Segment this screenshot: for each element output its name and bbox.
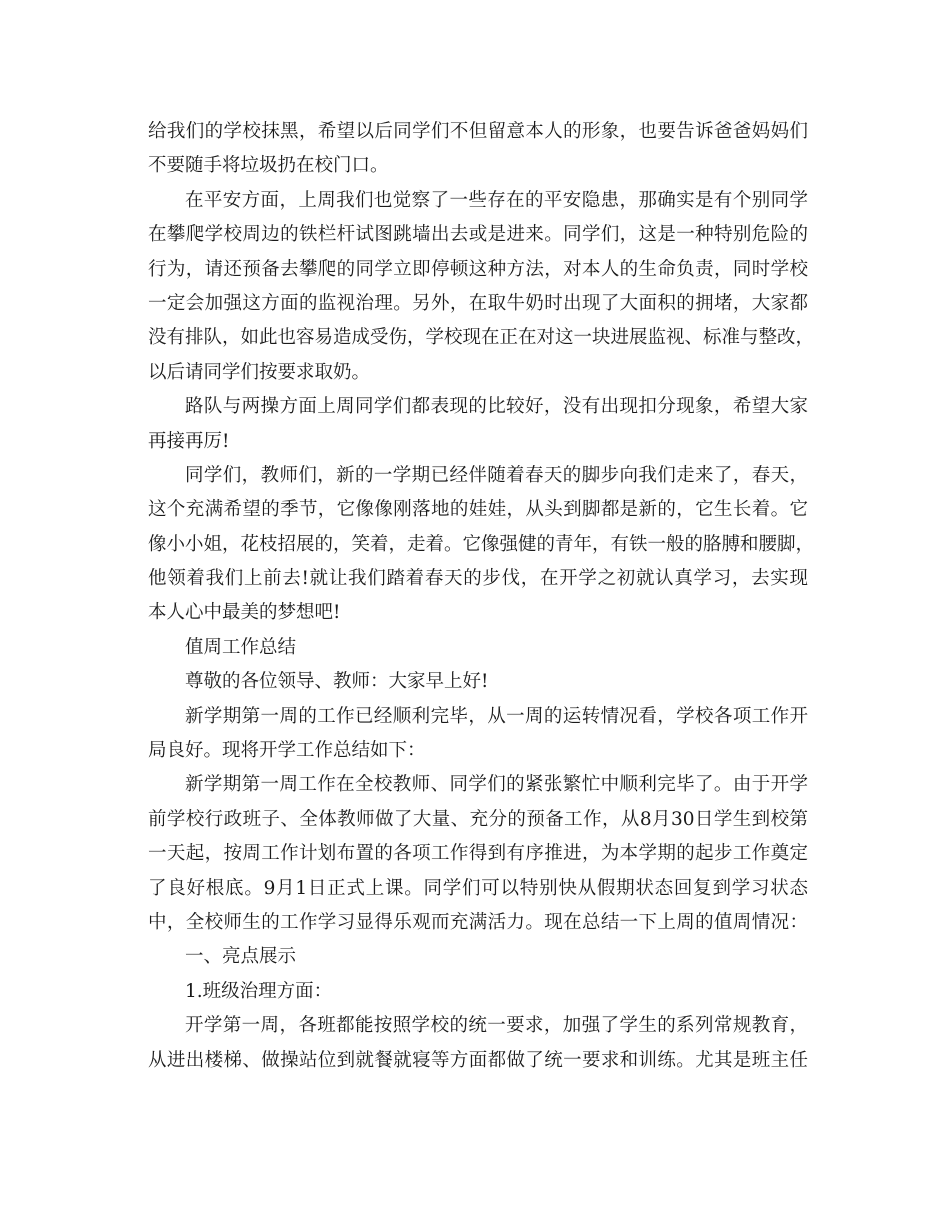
text-line: 在平安方面，上周我们也觉察了一些存在的平安隐患，那确实是有个别同学 xyxy=(185,189,808,211)
text-line: 中，全校师生的工作学习显得乐观而充满活力。现在总结一下上周的值周情况： xyxy=(148,911,808,933)
text-line: 新学期第一周的工作已经顺利完毕，从一周的运转情况看，学校各项工作开 xyxy=(185,705,808,727)
text-line: 这个充满希望的季节，它像像刚落地的娃娃，从头到脚都是新的，它生长着。它 xyxy=(148,499,808,521)
text-line: 没有排队，如此也容易造成受伤，学校现在正在对这一块进展监视、标准与整改， xyxy=(148,327,815,349)
text-line: 新学期第一周工作在全校教师、同学们的紧张繁忙中顺利完毕了。由于开学 xyxy=(185,774,808,796)
text-line: 他领着我们上前去!就让我们踏着春天的步伐，在开学之初就认真学习，去实现 xyxy=(148,568,808,590)
text-line: 在攀爬学校周边的铁栏杆试图跳墙出去或是进来。同学们，这是一种特别危险的 xyxy=(148,224,808,246)
section-heading: 一、亮点展示 xyxy=(185,946,297,968)
text-line: 从进出楼梯、做操站位到就餐就寝等方面都做了统一要求和训练。尤其是班主任 xyxy=(148,1049,808,1071)
text-line: 像小小姐，花枝招展的，笑着，走着。它像强健的青年，有铁一般的胳膊和腰脚， xyxy=(148,533,815,555)
document-body xyxy=(148,115,815,1078)
text-line: 再接再厉! xyxy=(148,430,230,452)
subsection-heading: 1.班级治理方面： xyxy=(185,980,333,1002)
salutation: 尊敬的各位领导、教师：大家早上好! xyxy=(185,671,489,693)
section-heading: 值周工作总结 xyxy=(185,636,297,658)
text-line: 路队与两操方面上周同学们都表现的比较好，没有出现扣分现象，希望大家 xyxy=(185,396,808,418)
text-line: 本人心中最美的梦想吧! xyxy=(148,602,341,624)
text-line: 了良好根底。9月1日正式上课。同学们可以特别快从假期状态回复到学习状态 xyxy=(148,877,808,899)
text-line: 局良好。现将开学工作总结如下： xyxy=(148,740,426,762)
text-line: 一天起，按周工作计划布置的各项工作得到有序推进，为本学期的起步工作奠定 xyxy=(148,843,808,865)
text-line: 一定会加强这方面的监视治理。另外，在取牛奶时出现了大面积的拥堵，大家都 xyxy=(148,292,808,314)
text-line: 给我们的学校抹黑，希望以后同学们不但留意本人的形象，也要告诉爸爸妈妈们 xyxy=(148,121,808,142)
text-line: 以后请同学们按要求取奶。 xyxy=(148,361,371,383)
text-line: 开学第一周，各班都能按照学校的统一要求，加强了学生的系列常规教育， xyxy=(185,1015,808,1037)
text-line: 同学们，教师们，新的一学期已经伴随着春天的脚步向我们走来了，春天， xyxy=(185,464,808,486)
text-line: 前学校行政班子、全体教师做了大量、充分的预备工作，从8月30日学生到校第 xyxy=(148,808,808,830)
text-line: 行为，请还预备去攀爬的同学立即停顿这种方法，对本人的生命负责，同时学校 xyxy=(148,258,808,280)
text-line: 不要随手将垃圾扔在校门口。 xyxy=(148,155,389,177)
